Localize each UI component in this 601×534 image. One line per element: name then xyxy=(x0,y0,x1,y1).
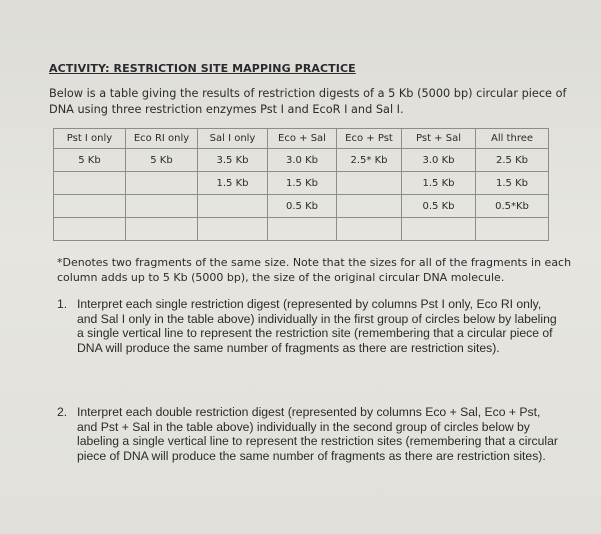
table-cell xyxy=(337,172,402,195)
table-cell: 3.5 Kb xyxy=(198,149,268,172)
table-cell xyxy=(337,218,402,241)
table-cell: 0.5*Kb xyxy=(476,195,549,218)
table-header-row xyxy=(54,129,549,149)
question-1 xyxy=(57,297,562,355)
header-all-three: All three xyxy=(476,129,549,149)
activity-title: ACTIVITY: RESTRICTION SITE MAPPING PRACTICE xyxy=(49,62,356,75)
table-cell: 5 Kb xyxy=(126,149,198,172)
table-cell xyxy=(54,218,126,241)
table-cell: 2.5* Kb xyxy=(337,149,402,172)
table-cell: 0.5 Kb xyxy=(402,195,476,218)
table-cell: 1.5 Kb xyxy=(268,172,337,195)
table-cell xyxy=(126,195,198,218)
header-sal-only: Sal I only xyxy=(198,129,268,149)
table-cell xyxy=(476,218,549,241)
table-row xyxy=(54,195,549,218)
table-cell xyxy=(198,218,268,241)
table-row xyxy=(54,218,549,241)
table-cell: 1.5 Kb xyxy=(198,172,268,195)
table-cell: 1.5 Kb xyxy=(402,172,476,195)
table-cell xyxy=(198,195,268,218)
table-cell: 0.5 Kb xyxy=(268,195,337,218)
table-cell xyxy=(54,195,126,218)
table-cell: 3.0 Kb xyxy=(402,149,476,172)
question-number: 2. xyxy=(57,405,68,419)
header-pst-sal: Pst + Sal xyxy=(402,129,476,149)
activity-intro: Below is a table giving the results of restriction digests of a 5 Kb (5000 bp) circular piece of DNA using three restriction enzymes Pst I and EcoR I and Sal I. xyxy=(49,87,567,116)
table-cell xyxy=(337,195,402,218)
table-row xyxy=(54,172,549,195)
table-cell: 5 Kb xyxy=(54,149,126,172)
header-pst-only: Pst I only xyxy=(54,129,126,149)
header-ecori-only: Eco RI only xyxy=(126,129,198,149)
header-eco-pst: Eco + Pst xyxy=(337,129,402,149)
question-text: Interpret each double restriction digest (represented by columns Eco + Sal, Eco + Pst, and Pst + Sal in the table above) individually in the second group of circles below by labeling a single vertical line to represent the restriction sites (remembering that a circular piece of DNA will produce the same number of fragments as there are restriction sites). xyxy=(77,405,558,463)
question-2 xyxy=(57,405,562,463)
restriction-digest-table xyxy=(53,128,549,241)
table-cell: 2.5 Kb xyxy=(476,149,549,172)
table-cell: 3.0 Kb xyxy=(268,149,337,172)
table-cell xyxy=(126,172,198,195)
table-cell xyxy=(126,218,198,241)
table-row xyxy=(54,149,549,172)
table-cell xyxy=(402,218,476,241)
table-cell: 1.5 Kb xyxy=(476,172,549,195)
table-cell xyxy=(268,218,337,241)
header-eco-sal: Eco + Sal xyxy=(268,129,337,149)
question-text: Interpret each single restriction digest (represented by columns Pst I only, Eco RI only, and Sal I only in the table above) individually in the first group of circles below by labeling a single vertical line to represent the restriction site (remembering that a circular piece of DNA will produce the same number of fragments as there are restriction sites). xyxy=(77,297,557,355)
table-cell xyxy=(54,172,126,195)
footnote: *Denotes two fragments of the same size. Note that the sizes for all of the fragments in each column adds up to 5 Kb (5000 bp), the size of the original circular DNA molecule. xyxy=(57,256,572,284)
question-number: 1. xyxy=(57,297,68,311)
